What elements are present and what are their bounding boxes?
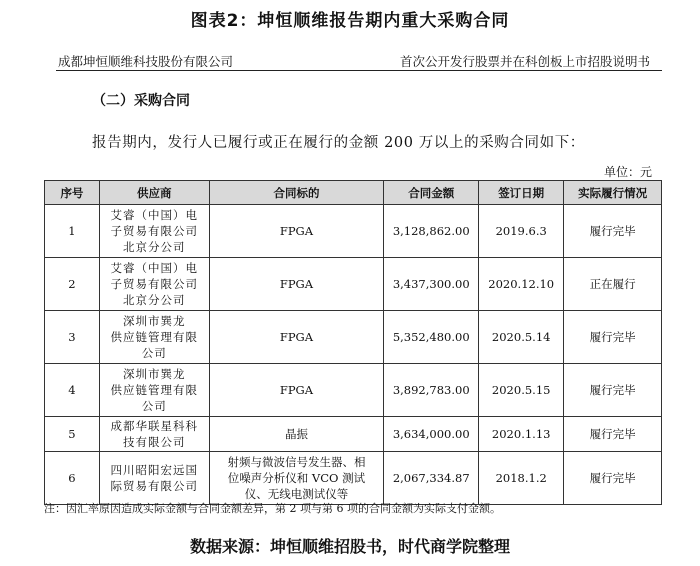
header-document-name: 首次公开发行股票并在科创板上市招股说明书 xyxy=(399,54,650,69)
cell-subject-line: FPGA xyxy=(279,224,314,238)
cell-supplier-line: 技有限公司 xyxy=(123,435,186,449)
table-row xyxy=(45,311,662,364)
cell-status: 履行完毕 xyxy=(564,364,662,417)
col-header-status: 实际履行情况 xyxy=(564,181,662,205)
cell-date: 2019.6.3 xyxy=(479,205,564,258)
cell-subject-line: FPGA xyxy=(279,277,314,291)
cell-subject-line: 位噪声分析仪和 VCO 测试 xyxy=(227,471,366,485)
cell-amount: 3,634,000.00 xyxy=(384,417,479,452)
table-row xyxy=(45,205,662,258)
cell-status: 履行完毕 xyxy=(564,311,662,364)
cell-supplier-line: 成都华联星科科 xyxy=(110,419,199,433)
cell-supplier xyxy=(99,452,209,505)
cell-supplier-line: 供应链管理有限 xyxy=(110,330,199,344)
cell-no: 1 xyxy=(45,205,100,258)
table-row xyxy=(45,452,662,505)
cell-no: 6 xyxy=(45,452,100,505)
unit-label: 单位：元 xyxy=(603,165,652,179)
cell-supplier-line: 公司 xyxy=(141,399,167,413)
cell-no: 5 xyxy=(45,417,100,452)
header-company-name: 成都坤恒顺维科技股份有限公司 xyxy=(58,54,234,69)
cell-status: 履行完毕 xyxy=(564,417,662,452)
table-row xyxy=(45,417,662,452)
cell-amount: 3,128,862.00 xyxy=(384,205,479,258)
col-header-supplier: 供应商 xyxy=(99,181,209,205)
cell-supplier-line: 艾睿（中国）电 xyxy=(110,208,199,222)
cell-supplier-line: 子贸易有限公司 xyxy=(110,224,199,238)
cell-date: 2020.1.13 xyxy=(479,417,564,452)
cell-subject-line: 晶振 xyxy=(284,427,308,441)
col-header-no: 序号 xyxy=(45,181,100,205)
table-row xyxy=(45,364,662,417)
cell-subject xyxy=(209,452,384,505)
cell-supplier-line: 北京分公司 xyxy=(123,293,186,307)
cell-subject-line: FPGA xyxy=(279,383,314,397)
cell-supplier-line: 供应链管理有限 xyxy=(110,383,199,397)
cell-supplier-line: 公司 xyxy=(141,346,167,360)
table-header-row xyxy=(45,181,662,205)
data-source: 数据来源：坤恒顺维招股书，时代商学院整理 xyxy=(189,537,510,556)
cell-supplier xyxy=(99,258,209,311)
cell-status: 正在履行 xyxy=(564,258,662,311)
cell-subject xyxy=(209,205,384,258)
cell-amount: 5,352,480.00 xyxy=(384,311,479,364)
cell-supplier-line: 深圳市巽龙 xyxy=(123,367,186,381)
footnote: 注：因汇率原因造成实际金额与合同金额差异，第 2 项与第 6 项的合同金额为实际支付金额。 xyxy=(44,502,501,515)
cell-date: 2020.12.10 xyxy=(479,258,564,311)
cell-supplier xyxy=(99,311,209,364)
cell-supplier xyxy=(99,417,209,452)
cell-supplier-line: 际贸易有限公司 xyxy=(110,479,199,493)
cell-status: 履行完毕 xyxy=(564,205,662,258)
cell-supplier xyxy=(99,364,209,417)
col-header-date: 签订日期 xyxy=(479,181,564,205)
cell-amount: 3,892,783.00 xyxy=(384,364,479,417)
cell-no: 2 xyxy=(45,258,100,311)
cell-subject xyxy=(209,311,384,364)
cell-subject-line: 仪、无线电测试仪等 xyxy=(244,487,349,501)
cell-supplier-line: 艾睿（中国）电 xyxy=(110,261,199,275)
cell-supplier xyxy=(99,205,209,258)
cell-amount: 3,437,300.00 xyxy=(384,258,479,311)
cell-subject xyxy=(209,364,384,417)
cell-supplier-line: 北京分公司 xyxy=(123,240,186,254)
cell-subject-line: FPGA xyxy=(279,330,314,344)
cell-no: 3 xyxy=(45,311,100,364)
table-row xyxy=(45,258,662,311)
cell-date: 2020.5.14 xyxy=(479,311,564,364)
cell-date: 2020.5.15 xyxy=(479,364,564,417)
cell-date: 2018.1.2 xyxy=(479,452,564,505)
cell-supplier-line: 四川昭阳宏远国 xyxy=(110,463,199,477)
intro-paragraph: 报告期内，发行人已履行或正在履行的金额 200 万以上的采购合同如下： xyxy=(92,135,585,151)
cell-subject xyxy=(209,258,384,311)
cell-status: 履行完毕 xyxy=(564,452,662,505)
col-header-subject: 合同标的 xyxy=(209,181,384,205)
cell-supplier-line: 深圳市巽龙 xyxy=(123,314,186,328)
purchase-contracts-table xyxy=(44,180,662,505)
cell-subject xyxy=(209,417,384,452)
figure-title: 图表2：坤恒顺维报告期内重大采购合同 xyxy=(190,11,510,31)
header-divider xyxy=(56,70,662,71)
cell-subject-line: 射频与微波信号发生器、相 xyxy=(227,455,366,469)
section-title: （二）采购合同 xyxy=(92,93,190,109)
cell-no: 4 xyxy=(45,364,100,417)
col-header-amount: 合同金额 xyxy=(384,181,479,205)
cell-supplier-line: 子贸易有限公司 xyxy=(110,277,199,291)
cell-amount: 2,067,334.87 xyxy=(384,452,479,505)
